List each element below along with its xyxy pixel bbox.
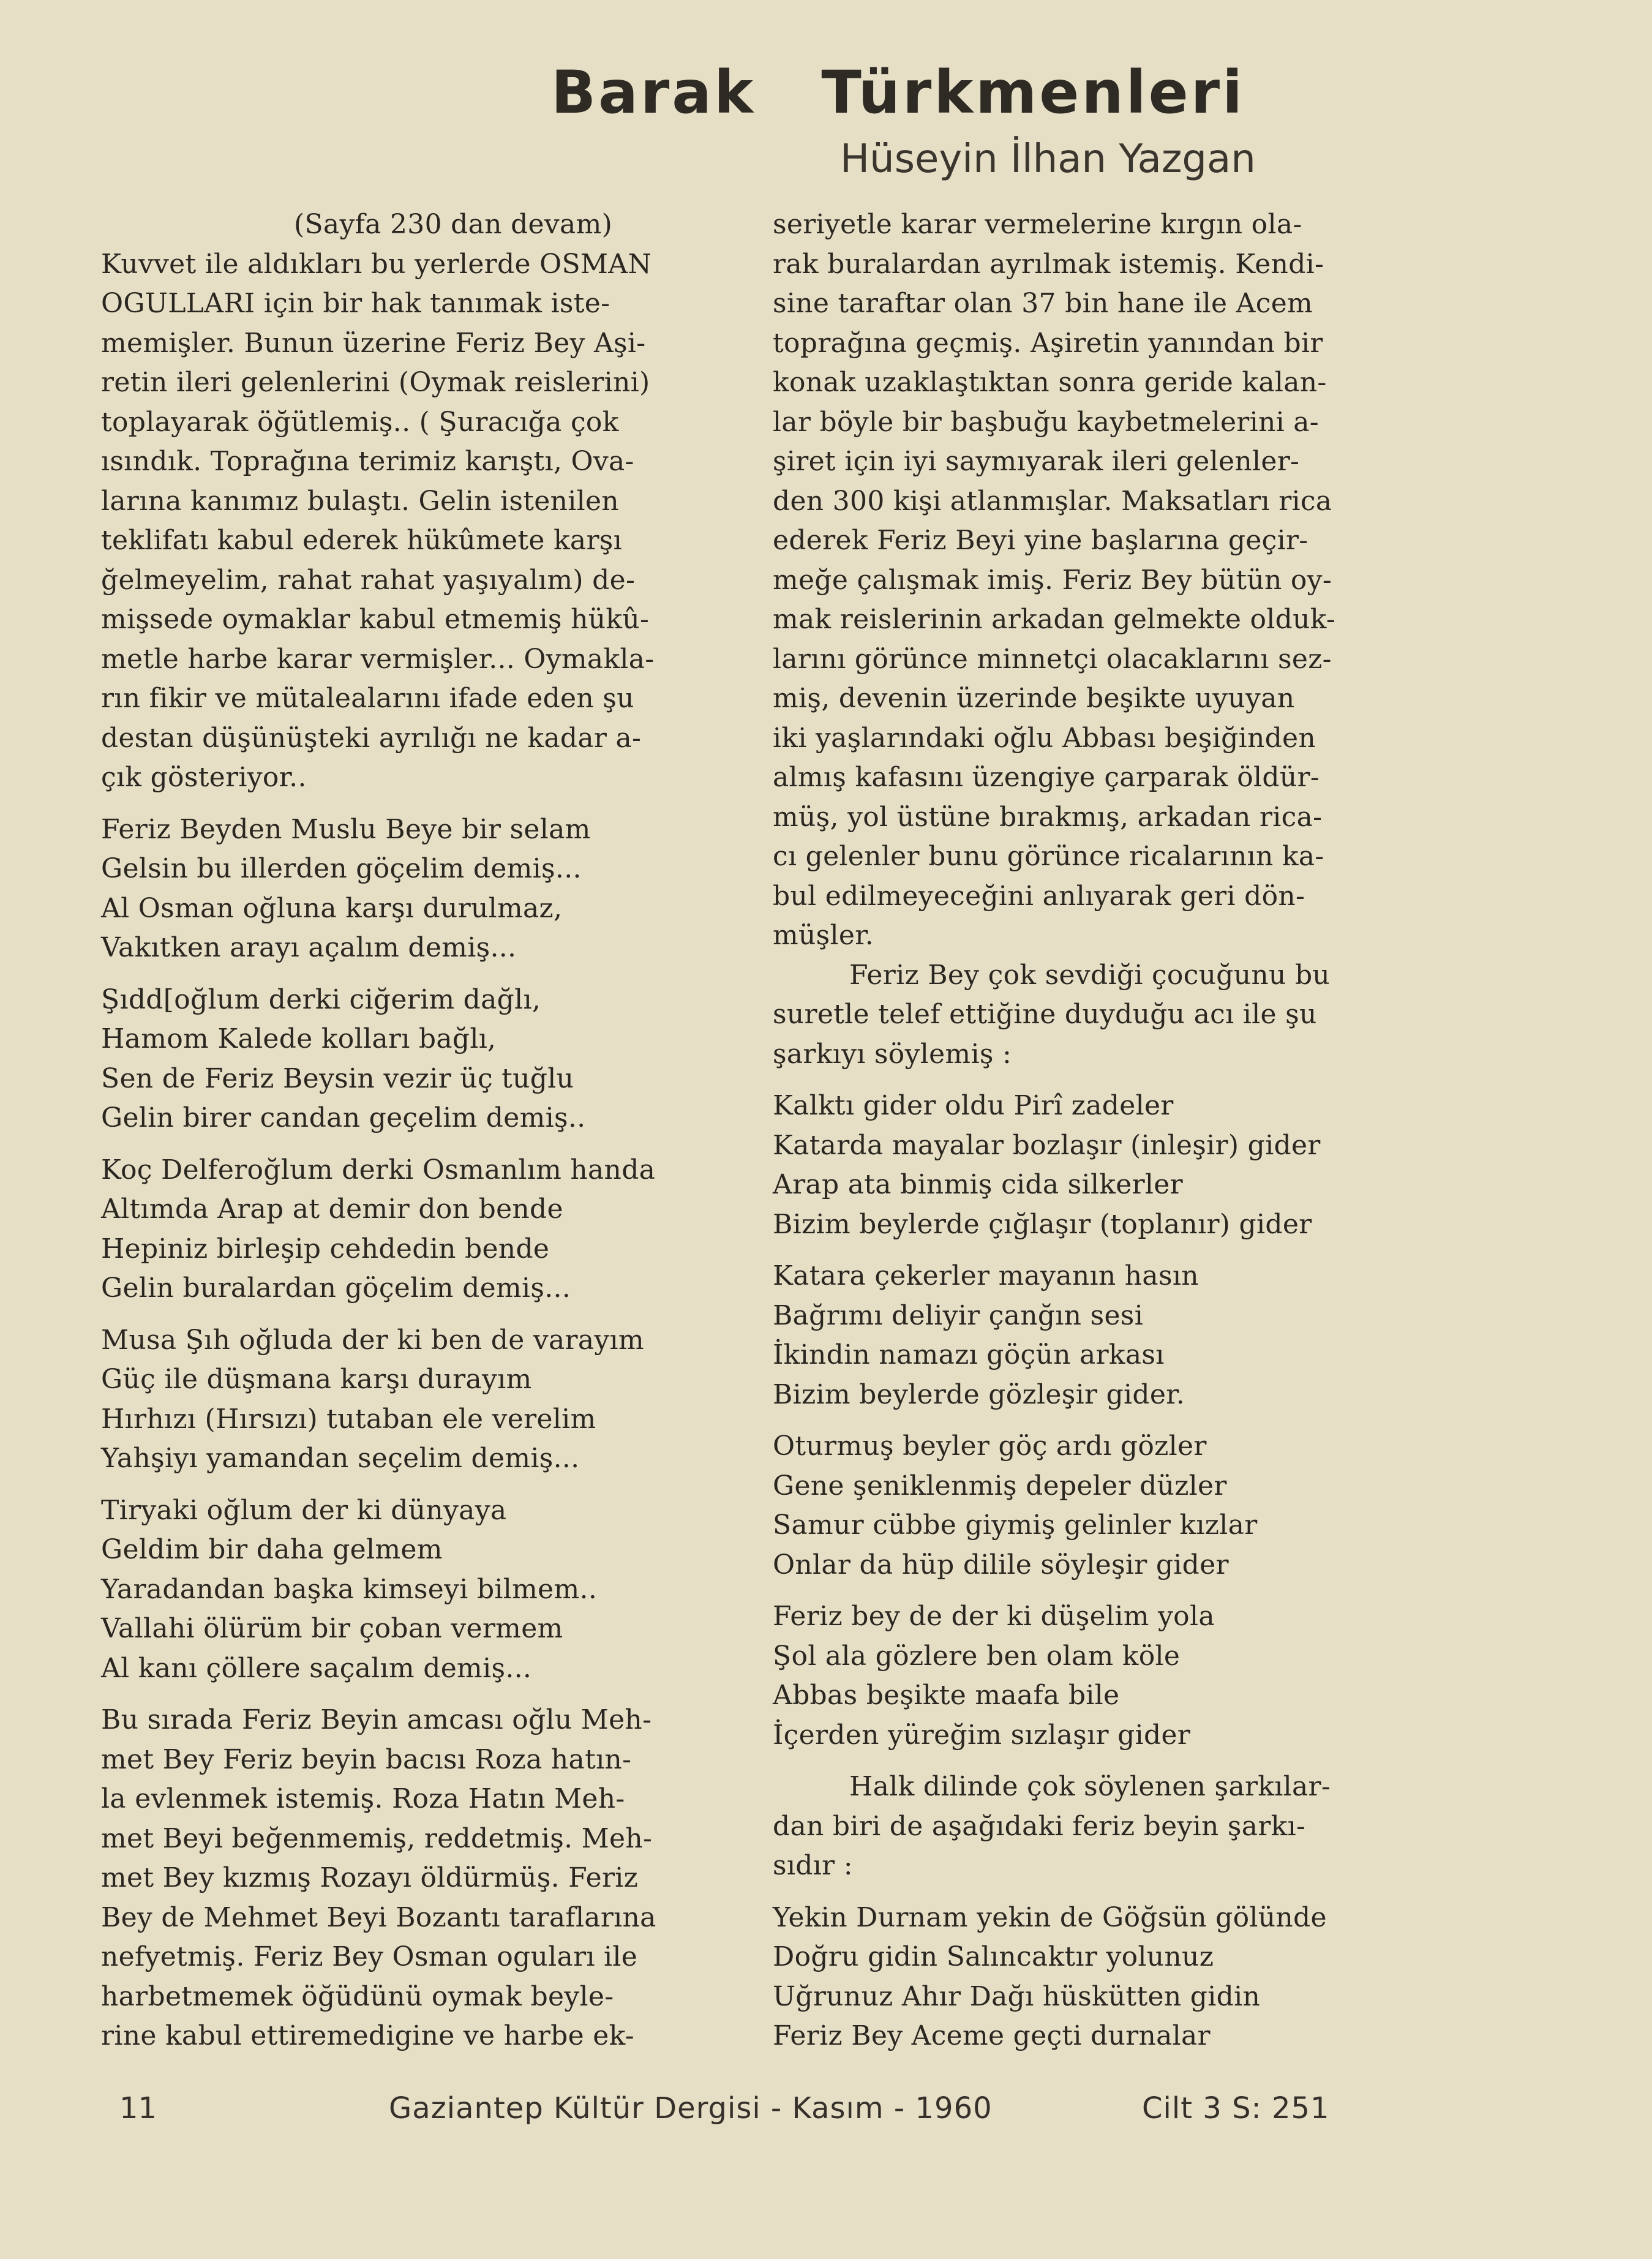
- text-line: İkindin namazı göçün arkası: [773, 1339, 1165, 1370]
- text-line: iki yaşlarındaki oğlu Abbası beşiğinden: [773, 722, 1316, 754]
- text-line: rine kabul ettiremedigine ve harbe ek-: [101, 2020, 634, 2051]
- text-line: Kuvvet ile aldıkları bu yerlerde OSMAN: [101, 248, 652, 280]
- text-line: almış kafasını üzengiye çarparak öldür-: [773, 762, 1320, 793]
- right-column: [773, 205, 1428, 2056]
- text-line: memişler. Bunun üzerine Feriz Bey Aşi-: [101, 327, 646, 359]
- text-line: Onlar da hüp dilile söyleşir gider: [773, 1549, 1229, 1581]
- text-line: Bizim beylerde gözleşir gider.: [773, 1378, 1185, 1410]
- text-line: Gelin birer candan geçelim demiş..: [101, 1102, 586, 1133]
- text-line: Abbas beşikte maafa bile: [773, 1680, 1120, 1711]
- text-line: Yahşiyı yamandan seçelim demiş...: [101, 1443, 580, 1474]
- text-line: Hepiniz birleşip cehdedin bende: [101, 1233, 550, 1265]
- text-line: Sen de Feriz Beysin vezir üç tuğlu: [101, 1062, 574, 1094]
- page-number: 11: [119, 2091, 157, 2126]
- text-line: dan biri de aşağıdaki feriz beyin şarkı-: [773, 1810, 1306, 1842]
- text-line: den 300 kişi atlanmışlar. Maksatları rica: [773, 485, 1332, 517]
- text-line: Tiryaki oğlum der ki dünyaya: [101, 1494, 507, 1526]
- text-line: rak buralardan ayrılmak istemiş. Kendi-: [773, 248, 1324, 280]
- text-line: larına kanımız bulaştı. Gelin istenilen: [101, 485, 619, 517]
- text-line: mişsede oymaklar kabul etmemiş hükû-: [101, 604, 650, 635]
- text-line: nefyetmiş. Feriz Bey Osman oguları ile: [101, 1941, 638, 1972]
- text-line: teklifatı kabul ederek hükûmete karşı: [101, 525, 623, 556]
- text-line: Geldim bir daha gelmem: [101, 1534, 443, 1565]
- text-line: (Sayfa 230 dan devam): [294, 209, 613, 240]
- text-line: met Bey Feriz beyin bacısı Roza hatın-: [101, 1743, 632, 1775]
- left-column: [101, 205, 747, 2056]
- text-line: müş, yol üstüne bırakmış, arkadan rica-: [773, 801, 1323, 833]
- text-line: şarkıyı söylemiş :: [773, 1038, 1012, 1070]
- text-line: Uğrunuz Ahır Dağı hüskütten gidin: [773, 1980, 1261, 2012]
- text-line: suretle telef ettiğine duyduğu acı ile şu: [773, 999, 1317, 1030]
- text-line: miş, devenin üzerinde beşikte uyuyan: [773, 683, 1295, 714]
- text-line: ederek Feriz Beyi yine başlarına geçir-: [773, 525, 1308, 556]
- text-line: met Bey kızmış Rozayı öldürmüş. Feriz: [101, 1862, 639, 1893]
- text-line: Şıdd[oğlum derki ciğerim dağlı,: [101, 983, 541, 1015]
- text-line: Feriz bey de der ki düşelim yola: [773, 1601, 1215, 1632]
- text-line: Bu sırada Feriz Beyin amcası oğlu Meh-: [101, 1704, 652, 1735]
- text-line: Al kanı çöllere saçalım demiş...: [101, 1652, 532, 1684]
- text-line: Musa Şıh oğluda der ki ben de varayım: [101, 1324, 644, 1356]
- text-line: Vakıtken arayı açalım demiş...: [101, 932, 517, 963]
- text-line: Koç Delferoğlum derki Osmanlım handa: [101, 1154, 656, 1186]
- text-line: ğelmeyelim, rahat rahat yaşıyalım) de-: [101, 564, 636, 596]
- text-line: Yaradandan başka kimseyi bilmem..: [101, 1573, 598, 1605]
- text-line: met Beyi beğenmemiş, reddetmiş. Meh-: [101, 1822, 653, 1854]
- text-line: harbetmemek öğüdünü oymak beyle-: [101, 1980, 614, 2012]
- text-line: mak reislerinin arkadan gelmekte olduk-: [773, 604, 1336, 635]
- text-line: la evlenmek istemiş. Roza Hatın Meh-: [101, 1783, 625, 1814]
- text-line: Bizim beylerde çığlaşır (toplanır) gider: [773, 1208, 1312, 1240]
- text-line: retin ileri gelenlerini (Oymak reislerini): [101, 367, 650, 398]
- text-line: Katarda mayalar bozlaşır (inleşir) gider: [773, 1129, 1321, 1161]
- text-line: larını görünce minnetçi olacaklarını sez-: [773, 643, 1332, 675]
- text-line: rın fikir ve mütalealarını ifade eden şu: [101, 683, 634, 714]
- text-line: Halk dilinde çok söylenen şarkılar-: [849, 1771, 1331, 1802]
- text-line: metle harbe karar vermişler... Oymakla-: [101, 643, 655, 675]
- article-title: Barak Türkmenleri: [551, 58, 1245, 127]
- text-line: Şol ala gözlere ben olam köle: [773, 1640, 1181, 1672]
- text-line: İçerden yüreğim sızlaşır gider: [773, 1719, 1191, 1751]
- text-line: Samur cübbe giymiş gelinler kızlar: [773, 1509, 1258, 1541]
- text-line: lar böyle bir başbuğu kaybetmelerini a-: [773, 406, 1319, 438]
- text-line: konak uzaklaştıktan sonra geride kalan-: [773, 367, 1327, 398]
- text-line: meğe çalışmak imiş. Feriz Bey bütün oy-: [773, 564, 1332, 596]
- text-line: Yekin Durnam yekin de Göğsün gölünde: [773, 1901, 1327, 1933]
- text-line: Gene şeniklenmiş depeler düzler: [773, 1470, 1227, 1502]
- text-line: sıdır :: [773, 1850, 853, 1881]
- text-line: sine taraftar olan 37 bin hane ile Acem: [773, 288, 1313, 319]
- text-line: müşler.: [773, 920, 874, 951]
- text-line: Gelin buralardan göçelim demiş...: [101, 1272, 571, 1304]
- text-line: Feriz Bey çok sevdiği çocuğunu bu: [849, 959, 1331, 991]
- text-line: Oturmuş beyler göç ardı gözler: [773, 1430, 1207, 1462]
- magazine-name: Gaziantep Kültür Dergisi - Kasım - 1960: [389, 2091, 993, 2126]
- text-line: seriyetle karar vermelerine kırgın ola-: [773, 209, 1302, 240]
- text-line: Hamom Kalede kolları bağlı,: [101, 1023, 497, 1054]
- text-line: Güç ile düşmana karşı durayım: [101, 1364, 532, 1395]
- text-line: Feriz Bey Aceme geçti durnalar: [773, 2020, 1211, 2051]
- text-line: Arap ata binmiş cida silkerler: [773, 1169, 1183, 1200]
- text-line: toprağına geçmiş. Aşiretin yanından bir: [773, 327, 1323, 359]
- text-line: Gelsin bu illerden göçelim demiş...: [101, 853, 582, 884]
- text-line: Feriz Beyden Muslu Beye bir selam: [101, 813, 591, 845]
- text-line: şiret için iyi saymıyarak ileri gelenler-: [773, 446, 1300, 477]
- text-line: Doğru gidin Salıncaktır yolunuz: [773, 1941, 1214, 1972]
- text-line: Vallahi ölürüm bir çoban vermem: [101, 1613, 563, 1644]
- text-line: destan düşünüşteki ayrılığı ne kadar a-: [101, 722, 642, 754]
- text-line: Bey de Mehmet Beyi Bozantı taraflarına: [101, 1901, 656, 1933]
- text-line: ısındık. Toprağına terimiz karıştı, Ova-: [101, 446, 634, 477]
- text-line: Altımda Arap at demir don bende: [101, 1193, 563, 1225]
- volume-info: Cilt 3 S: 251: [1142, 2091, 1330, 2126]
- text-line: OGULLARI için bir hak tanımak iste-: [101, 288, 610, 319]
- text-line: toplayarak öğütlemiş.. ( Şuracığa çok: [101, 406, 619, 438]
- text-line: Al Osman oğluna karşı durulmaz,: [101, 892, 563, 924]
- text-line: bul edilmeyeceğini anlıyarak geri dön-: [773, 880, 1305, 912]
- text-line: çık gösteriyor..: [101, 762, 307, 793]
- author-name: Hüseyin İlhan Yazgan: [840, 137, 1256, 182]
- text-line: Bağrımı deliyir çanğın sesi: [773, 1299, 1144, 1331]
- text-line: cı gelenler bunu görünce ricalarının ka-: [773, 841, 1324, 872]
- text-line: Hırhızı (Hırsızı) tutaban ele verelim: [101, 1403, 596, 1435]
- text-line: Kalktı gider oldu Pirî zadeler: [773, 1090, 1174, 1121]
- text-line: Katara çekerler mayanın hasın: [773, 1260, 1199, 1291]
